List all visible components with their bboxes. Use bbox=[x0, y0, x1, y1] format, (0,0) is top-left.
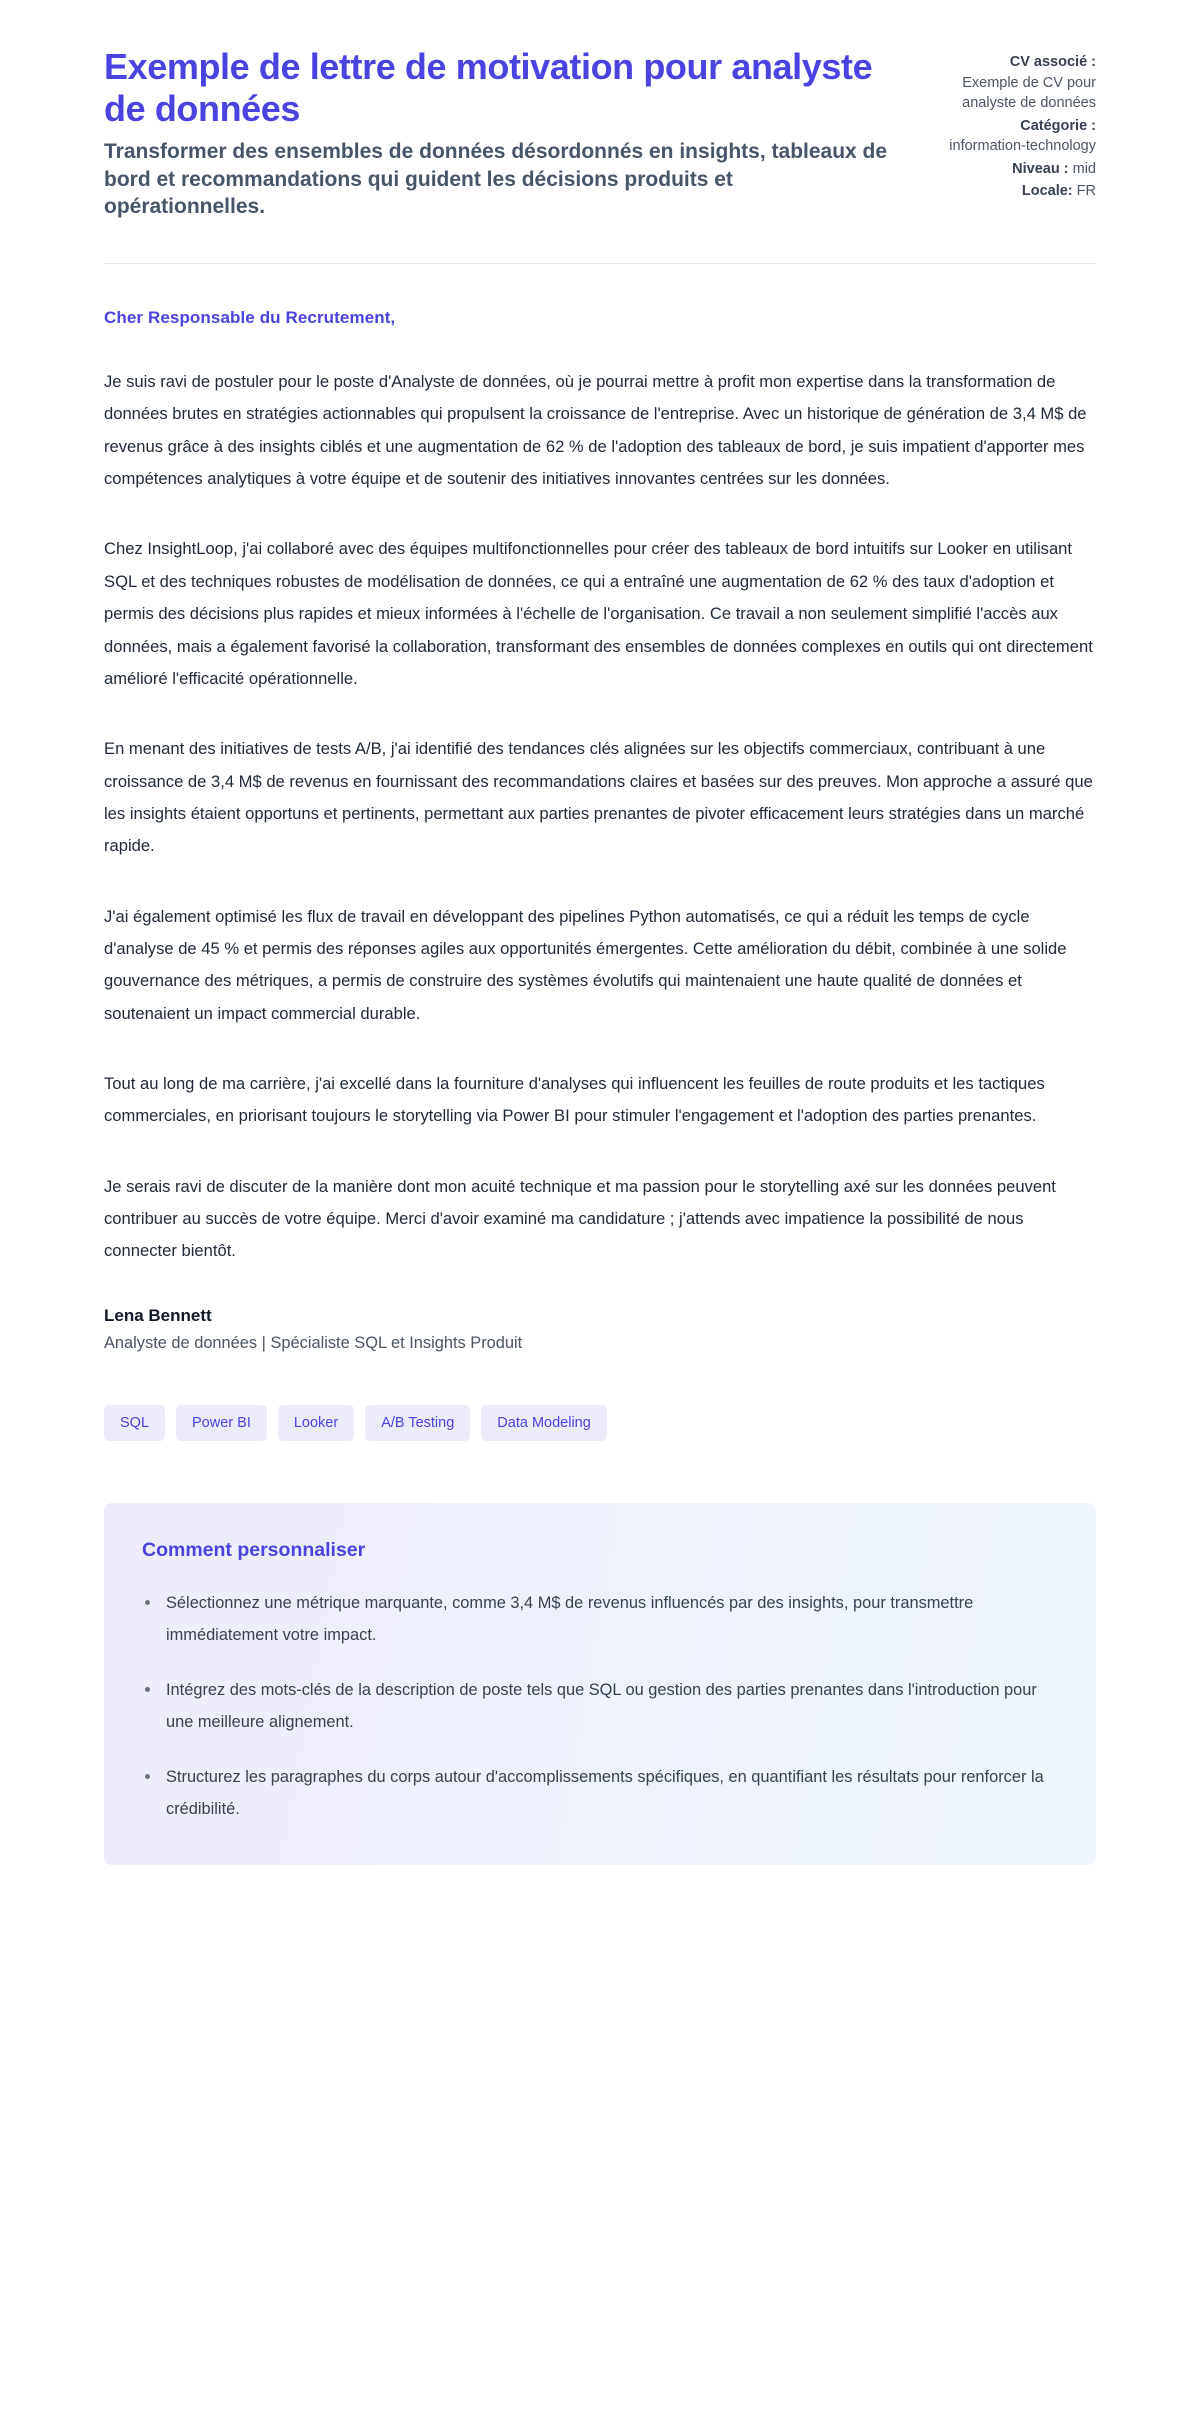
bullet-icon bbox=[145, 1774, 150, 1779]
page-subtitle: Transformer des ensembles de données désordonnés en insights, tableaux de bord et recommandations qui guident les décisions produits et opérationnelles. bbox=[104, 139, 888, 219]
meta-related-cv-label: CV associé : bbox=[1009, 54, 1096, 70]
meta-category bbox=[936, 116, 1096, 157]
customization-callout bbox=[104, 1503, 1096, 1865]
callout-list bbox=[142, 1588, 1058, 1825]
skill-tag-list bbox=[104, 1405, 1096, 1442]
header-title-group bbox=[104, 46, 894, 221]
meta-locale bbox=[936, 181, 1096, 202]
skill-tag[interactable]: SQL bbox=[104, 1405, 165, 1442]
callout-list-item bbox=[142, 1762, 1058, 1825]
letter-paragraph: Je serais ravi de discuter de la manière dont mon acuité technique et ma passion pour le storytelling axé sur les données peuvent contribuer au succès de votre équipe. Merci d'avoir examiné ma candidature ; j'attends avec impatience la possibilité de nous connecter bientôt. bbox=[104, 1176, 1056, 1261]
letter-paragraph: J'ai également optimisé les flux de travail en développant des pipelines Python automatisés, ce qui a réduit les temps de cycle d'analyse de 45 % et permis des réponses agiles aux opportunités émergentes. Cette amélioration du débit, combinée à une solide gouvernance des métriques, a permis de construire des systèmes évolutifs qui maintenaient une haute qualité de données et soutenaient un impact commercial durable. bbox=[104, 906, 1067, 1023]
meta-category-value: information-technology bbox=[949, 138, 1096, 155]
meta-level-label: Niveau : bbox=[1012, 160, 1069, 177]
skill-tag[interactable]: Power BI bbox=[176, 1405, 267, 1442]
callout-list-item-text: Sélectionnez une métrique marquante, comme 3,4 M$ de revenus influencés par des insights, pour transmettre immédiatement votre impact. bbox=[166, 1594, 974, 1644]
meta-level bbox=[936, 159, 1096, 180]
callout-list-item bbox=[142, 1675, 1058, 1738]
skill-tag[interactable]: Data Modeling bbox=[481, 1405, 607, 1442]
callout-title: Comment personnaliser bbox=[142, 1539, 366, 1562]
meta-locale-label: Locale: bbox=[1021, 183, 1073, 200]
letter-paragraph: En menant des initiatives de tests A/B, j'ai identifié des tendances clés alignées sur les objectifs commerciaux, contribuant à une croissance de 3,4 M$ de revenus en fournissant des recommandations claires et basées sur des preuves. Mon approche a assuré que les insights étaient opportuns et pertinents, permettant aux parties prenantes de pivoter efficacement leurs stratégies dans un marché rapide. bbox=[104, 739, 1093, 856]
letter-paragraph: Chez InsightLoop, j'ai collaboré avec des équipes multifonctionnelles pour créer des tableaux de bord intuitifs sur Looker en utilisant SQL et des techniques robustes de modélisation de données, ce qui a entraîné une augmentation de 62 % des taux d'adoption et permis des décisions plus rapides et mieux informées à l'échelle de l'organisation. Ce travail a non seulement simplifié l'accès aux données, mais a également favorisé la collaboration, transformant des ensembles de données complexes en outils qui ont directement amélioré l'efficacité opérationnelle. bbox=[104, 539, 1093, 688]
header-metadata bbox=[936, 46, 1096, 204]
letter-body bbox=[104, 264, 1096, 1865]
signature-role: Analyste de données | Spécialiste SQL et Insights Produit bbox=[104, 1333, 523, 1352]
signature-name: Lena Bennett bbox=[104, 1305, 212, 1325]
bullet-icon bbox=[145, 1600, 150, 1605]
signature-block bbox=[104, 1306, 1096, 1353]
letter-paragraph: Tout au long de ma carrière, j'ai excellé dans la fourniture d'analyses qui influencent les feuilles de route produits et les tactiques commerciales, en priorisant toujours le storytelling via Power BI pour stimuler l'engagement et l'adoption des parties prenantes. bbox=[104, 1073, 1045, 1126]
meta-locale-value: FR bbox=[1076, 183, 1096, 200]
page-header bbox=[104, 46, 1096, 221]
meta-level-value: mid bbox=[1072, 160, 1096, 177]
meta-related-cv bbox=[936, 52, 1096, 114]
letter-salutation: Cher Responsable du Recrutement, bbox=[104, 308, 396, 328]
page-title: Exemple de lettre de motivation pour analyste de données bbox=[104, 46, 873, 130]
skill-tag[interactable]: A/B Testing bbox=[365, 1405, 470, 1442]
meta-category-label: Catégorie : bbox=[1020, 117, 1096, 134]
callout-list-item bbox=[142, 1588, 1058, 1651]
meta-related-cv-value: Exemple de CV pour analyste de données bbox=[962, 74, 1096, 112]
letter-paragraph: Je suis ravi de postuler pour le poste d'Analyste de données, où je pourrai mettre à profit mon expertise dans la transformation de données brutes en stratégies actionnables qui propulsent la croissance de l'entreprise. Avec un historique de génération de 3,4 M$ de revenus grâce à des insights ciblés et une augmentation de 62 % de l'adoption des tableaux de bord, je suis impatient d'apporter mes compétences analytiques à votre équipe et de soutenir des initiatives innovantes centrées sur les données. bbox=[104, 372, 1087, 489]
skill-tag[interactable]: Looker bbox=[278, 1405, 354, 1442]
bullet-icon bbox=[145, 1687, 150, 1692]
callout-list-item-text: Intégrez des mots-clés de la description de poste tels que SQL ou gestion des parties prenantes dans l'introduction pour une meilleure alignement. bbox=[166, 1681, 1037, 1731]
callout-list-item-text: Structurez les paragraphes du corps autour d'accomplissements spécifiques, en quantifiant les résultats pour renforcer la crédibilité. bbox=[166, 1768, 1044, 1818]
